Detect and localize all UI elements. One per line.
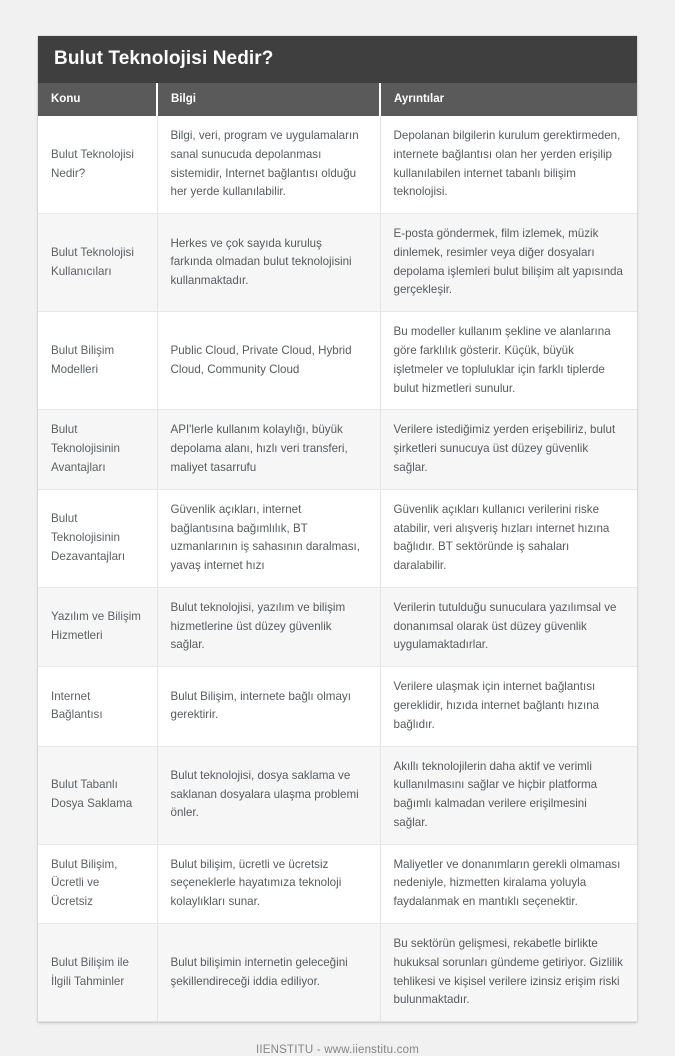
cell-info: Bulut teknolojisi, dosya saklama ve saklanan dosyalara ulaşma problemi önler. xyxy=(157,746,380,844)
cell-topic: Bulut Teknolojisi Kullanıcıları xyxy=(38,214,157,312)
cell-topic: Bulut Teknolojisi Nedir? xyxy=(38,116,157,214)
cell-info: Bulut bilişim, ücretli ve ücretsiz seçeneklerle hayatımıza teknoloji kolaylıkları sunar. xyxy=(157,844,380,923)
cell-topic: Internet Bağlantısı xyxy=(38,667,157,746)
info-table xyxy=(38,83,637,1022)
cell-details: E-posta göndermek, film izlemek, müzik dinlemek, resimler veya diğer dosyaları depolama işlemleri bulut bilişim alt yapısında gerçekleşir. xyxy=(380,214,637,312)
cell-details: Verilere istediğimiz yerden erişebiliriz, bulut şirketleri sunucuya üst düzey güvenlik sağlar. xyxy=(380,410,637,489)
cell-details: Bu sektörün gelişmesi, rekabetle birlikte hukuksal sorunları gündeme getiriyor. Gizlilik tehlikesi ve kişisel verilere izinsiz erişim riski bulunmaktadır. xyxy=(380,924,637,1022)
cell-info: API'lerle kullanım kolaylığı, büyük depolama alanı, hızlı veri transferi, maliyet tasarrufu xyxy=(157,410,380,489)
cell-info: Bilgi, veri, program ve uygulamaların sanal sunucuda depolanması sistemidir, Internet bağlantısı olduğu her yerde kullanılabilir. xyxy=(157,116,380,214)
table-body xyxy=(38,116,637,1022)
cell-details: Verilerin tutulduğu sunuculara yazılımsal ve donanımsal olarak üst düzey güvenlik uygulamaktadırlar. xyxy=(380,587,637,666)
cell-topic: Bulut Bilişim Modelleri xyxy=(38,312,157,410)
column-header-bilgi: Bilgi xyxy=(157,83,380,116)
cell-topic: Bulut Tabanlı Dosya Saklama xyxy=(38,746,157,844)
table-header xyxy=(38,83,637,116)
cell-info: Bulut bilişimin internetin geleceğini şekillendireceği iddia ediliyor. xyxy=(157,924,380,1022)
table-header-row xyxy=(38,83,637,116)
table-row xyxy=(38,587,637,666)
table-row xyxy=(38,924,637,1022)
cell-details: Verilere ulaşmak için internet bağlantısı gereklidir, hızıda internet bağlantı hızına bağlıdır. xyxy=(380,667,637,746)
column-header-konu: Konu xyxy=(38,83,157,116)
footer-credit: IIENSTITU - www.iienstitu.com xyxy=(256,1044,419,1056)
cell-info: Güvenlik açıkları, internet bağlantısına bağımlılık, BT uzmanlarının iş sahasının daralması, yavaş internet hızı xyxy=(157,489,380,587)
cell-details: Akıllı teknolojilerin daha aktif ve verimli kullanılmasını sağlar ve hiçbir platforma bağımlı kalmadan verilere erişilmesini sağlar. xyxy=(380,746,637,844)
table-row xyxy=(38,489,637,587)
cell-details: Güvenlik açıkları kullanıcı verilerini riske atabilir, veri alışveriş hızları internet hızına bağlıdır. BT sektöründe iş sahaları daralabilir. xyxy=(380,489,637,587)
table-row xyxy=(38,214,637,312)
column-header-ayrintilar: Ayrıntılar xyxy=(380,83,637,116)
cell-topic: Bulut Bilişim ile İlgili Tahminler xyxy=(38,924,157,1022)
cell-topic: Yazılım ve Bilişim Hizmetleri xyxy=(38,587,157,666)
cell-details: Bu modeller kullanım şekline ve alanlarına göre farklılık gösterir. Küçük, büyük işletmeler ve topluluklar için farklı tiplerde bulut hizmetleri sunulur. xyxy=(380,312,637,410)
table-row xyxy=(38,667,637,746)
cell-topic: Bulut Teknolojisinin Avantajları xyxy=(38,410,157,489)
infographic-card xyxy=(38,36,637,1022)
table-row xyxy=(38,312,637,410)
page-title: Bulut Teknolojisi Nedir? xyxy=(54,48,274,70)
cell-info: Public Cloud, Private Cloud, Hybrid Cloud, Community Cloud xyxy=(157,312,380,410)
cell-info: Herkes ve çok sayıda kuruluş farkında olmadan bulut teknolojisini kullanmaktadır. xyxy=(157,214,380,312)
table-row xyxy=(38,746,637,844)
cell-topic: Bulut Teknolojisinin Dezavantajları xyxy=(38,489,157,587)
cell-details: Maliyetler ve donanımların gerekli olmaması nedeniyle, hizmetten kiralama yoluyla faydalanmak en mantıklı seçenektir. xyxy=(380,844,637,923)
cell-info: Bulut teknolojisi, yazılım ve bilişim hizmetlerine üst düzey güvenlik sağlar. xyxy=(157,587,380,666)
cell-info: Bulut Bilişim, internete bağlı olmayı gerektirir. xyxy=(157,667,380,746)
table-row xyxy=(38,116,637,214)
cell-topic: Bulut Bilişim, Ücretli ve Ücretsiz xyxy=(38,844,157,923)
title-bar xyxy=(38,36,637,83)
table-row xyxy=(38,410,637,489)
cell-details: Depolanan bilgilerin kurulum gerektirmeden, internete bağlantısı olan her yerden erişilip kullanılabilen internet tabanlı bilişim teknolojisi. xyxy=(380,116,637,214)
